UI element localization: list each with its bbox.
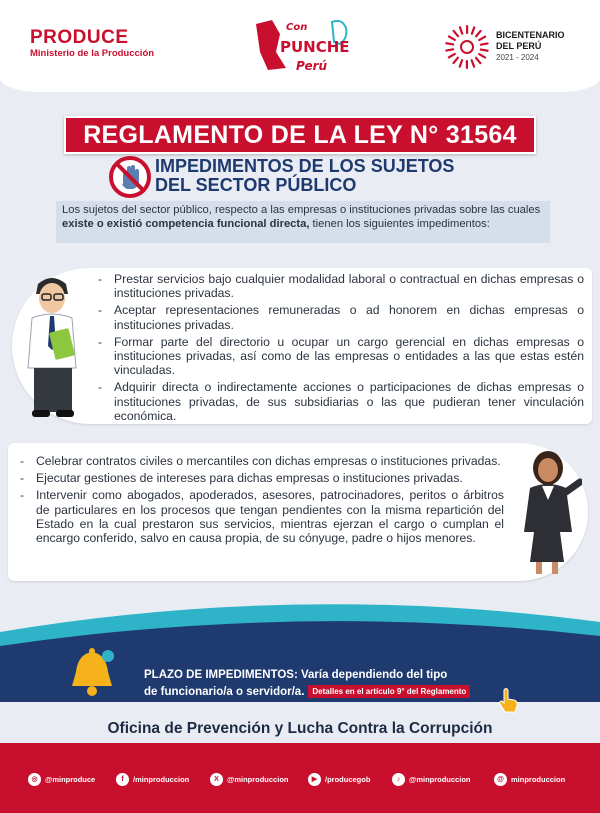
social-threads[interactable] — [494, 773, 565, 786]
list-item: - Ejecutar gestiones de intereses para dichas empresas o instituciones privadas. — [18, 471, 504, 485]
list-item: - Aceptar representaciones remuneradas o ad honorem en dichas empresas o instituciones privadas. — [96, 303, 584, 331]
social-tiktok[interactable] — [392, 773, 470, 786]
subtitle-line2: DEL SECTOR PÚBLICO — [155, 175, 357, 195]
bicentenario-years: 2021 - 2024 — [496, 53, 539, 62]
man-with-clipboard-illustration — [18, 272, 88, 420]
page-title: REGLAMENTO DE LA LEY N° 31564 — [83, 121, 517, 149]
page-title-banner — [64, 116, 536, 154]
ministry-name: Ministerio de la Producción — [30, 48, 155, 59]
social-youtube[interactable] — [308, 773, 370, 786]
intro-part2: tienen los siguientes impedimentos: — [309, 218, 490, 230]
plazo-line2: de funcionario/a o servidor/a. — [144, 686, 305, 698]
social-instagram[interactable] — [28, 773, 95, 786]
threads-icon: @ — [494, 773, 507, 786]
produce-brand: PRODUCE — [30, 27, 129, 48]
tiktok-icon: ♪ — [392, 773, 405, 786]
list-item: - Prestar servicios bajo cualquier modalidad laboral o contractual en dichas empresas o instituciones privadas. — [96, 272, 584, 300]
pointing-hand-icon — [494, 684, 524, 714]
campaign-punche: PUNCHE — [280, 38, 350, 56]
list-item: - Formar parte del directorio u ocupar un cargo gerencial en dichas empresas o instituciones privadas, así como de las empresas o entidades a las que estas estén vinculadas. — [96, 335, 584, 378]
impediments-list-2 — [18, 454, 504, 548]
facebook-icon: f — [116, 773, 129, 786]
bicentenario-line1: BICENTENARIO — [496, 30, 565, 40]
list-item: - Celebrar contratos civiles o mercantiles con dichas empresas o instituciones privadas. — [18, 454, 504, 468]
produce-logo[interactable] — [30, 28, 154, 59]
header — [0, 0, 600, 92]
bicentenario-line2: DEL PERÚ — [496, 41, 542, 51]
youtube-icon: ▶ — [308, 773, 321, 786]
social-x[interactable] — [210, 773, 288, 786]
x-icon: X — [210, 773, 223, 786]
plazo-detail-badge[interactable]: Detalles en el artículo 9° del Reglamento — [308, 685, 470, 698]
businesswoman-illustration — [512, 448, 582, 578]
plazo-line1: PLAZO DE IMPEDIMENTOS: Varía dependiendo del tipo — [144, 669, 448, 681]
con-punche-peru-logo — [246, 12, 356, 78]
social-handle: /minproduccion — [133, 775, 190, 784]
section-subtitle — [155, 157, 454, 195]
bicentenario-logo — [444, 24, 584, 70]
list-item: - Intervenir como abogados, apoderados, asesores, patrocinadores, peritos o árbitros de particulares en los procesos que tengan pendientes con la misma repartición del Estado en la cual prestaron sus servicios, mientras ejerzan el cargo o cumplan el encargo conferido, salvo en causa propia, de su cónyuge, padre o hijos menores. — [18, 488, 504, 545]
instagram-icon: ◎ — [28, 773, 41, 786]
impediments-list-1 — [96, 272, 584, 426]
stop-hand-prohibited-icon — [108, 155, 152, 199]
campaign-peru: Perú — [296, 59, 328, 73]
list-item: - Adquirir directa o indirectamente acciones o participaciones de dichas empresas o instituciones privadas, de sus subsidiarias o las que pudieran tener vinculación económica. — [96, 380, 584, 423]
social-handle: @minproduce — [45, 775, 96, 784]
social-handle: minproduccion — [511, 775, 566, 784]
bicentenario-emblem-icon — [444, 24, 490, 70]
campaign-con: Con — [286, 22, 308, 33]
subtitle-line1: IMPEDIMENTOS DE LOS SUJETOS — [155, 156, 455, 176]
intro-paragraph — [56, 201, 550, 243]
bell-icon — [66, 646, 118, 700]
social-handle: @minproduccion — [227, 775, 289, 784]
social-handle: /producegob — [325, 775, 371, 784]
office-name: Oficina de Prevención y Lucha Contra la Corrupción — [107, 720, 493, 737]
social-handle: @minproduccion — [409, 775, 471, 784]
plazo-note — [144, 667, 470, 701]
intro-bold: existe o existió competencia funcional directa, — [62, 218, 310, 230]
social-facebook[interactable] — [116, 773, 189, 786]
intro-part1: Los sujetos del sector público, respecto a las empresas o instituciones privadas sobre las cuales — [62, 204, 541, 216]
